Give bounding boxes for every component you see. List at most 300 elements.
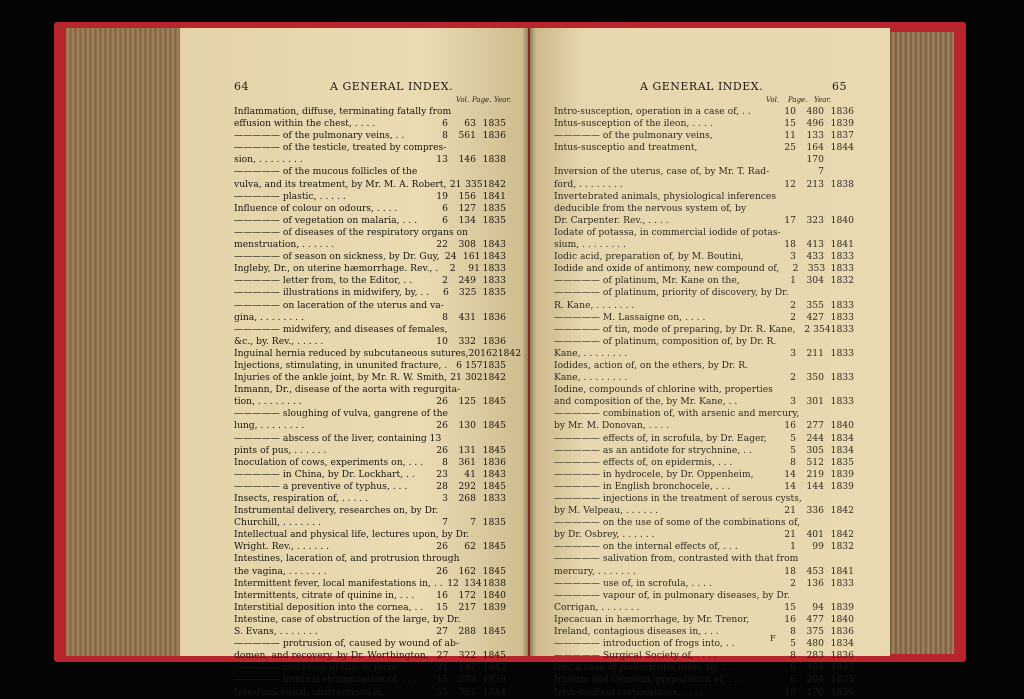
index-entry <box>234 553 506 565</box>
signature-mark: F <box>770 634 776 643</box>
entry-page: 268 <box>458 493 476 504</box>
entry-volume: 16 <box>784 420 796 432</box>
index-entry <box>554 191 854 203</box>
entry-year <box>833 408 854 420</box>
entry-page: 350 <box>806 372 824 384</box>
entry-text: ————— use of, in scrofula, . . . . <box>554 577 712 589</box>
entry-volume: 27 <box>436 626 448 638</box>
entry-year: 1836 <box>482 456 506 468</box>
entry-text: ————— internal strangulation of, . . . <box>234 674 417 686</box>
entry-volume: 6 <box>790 662 796 674</box>
entry-volume: 2 <box>442 275 448 287</box>
entry-year <box>824 203 854 215</box>
entry-text: Iodides, action of, on the ethers, by Dr. R. <box>554 359 749 371</box>
entry-year: 1833 <box>830 263 854 275</box>
index-entry <box>554 408 854 420</box>
entry-page <box>814 517 833 529</box>
entry-year: 1839 <box>830 118 854 130</box>
entry-year: 1833 <box>830 347 854 359</box>
entry-text: ————— on the internal effects of, . . . <box>554 541 738 553</box>
entry-volume <box>460 553 472 565</box>
entry-page: 305 <box>806 444 824 456</box>
index-entry <box>554 227 854 239</box>
entry-page: 361 <box>458 686 476 698</box>
entry-volume: 3 <box>442 493 448 504</box>
index-entry <box>234 566 506 578</box>
entry-year: 1833 <box>830 323 854 335</box>
entry-text: ford, . . . . . . . . <box>554 178 623 190</box>
entry-volume: 10 <box>784 106 796 117</box>
entry-page: 354 <box>813 323 831 335</box>
entry-page <box>462 142 483 154</box>
entry-volume: 25 <box>436 686 448 698</box>
entry-year: 1842 <box>830 529 854 541</box>
entry-page <box>806 590 829 602</box>
index-entry <box>234 287 506 299</box>
entry-volume: 11 <box>784 130 796 142</box>
entry-volume: 15 <box>436 674 448 686</box>
entry-text: Ireland, contagious diseases in, . . . <box>554 626 719 638</box>
entry-volume: 25 <box>784 142 796 154</box>
entry-year: 1833 <box>830 251 854 263</box>
entry-page: 157 <box>465 359 483 371</box>
entry-page: 131 <box>458 444 476 456</box>
index-entry <box>234 251 506 263</box>
entry-volume <box>776 336 796 348</box>
index-entry <box>234 541 506 553</box>
entry-page: 204 <box>806 674 824 686</box>
right-col-vol: Vol. <box>766 96 780 104</box>
entry-year <box>491 227 506 239</box>
entry-year <box>476 166 506 178</box>
entry-page: 561 <box>458 130 476 142</box>
entry-text: Intus-susception of the ileon, . . . . <box>554 118 713 130</box>
entry-text: ————— of the mucous follicles of the <box>234 166 418 178</box>
entry-text: Injuries of the ankle joint, by Mr. R. W. Smith, <box>234 372 448 384</box>
entry-page <box>796 191 824 203</box>
entry-year: 1835 <box>482 287 507 299</box>
entry-page: 304 <box>806 275 824 287</box>
entry-text: menstruation, . . . . . . <box>234 239 335 251</box>
index-entry <box>554 372 854 384</box>
entry-volume: 20 <box>468 347 481 359</box>
entry-year <box>834 493 854 505</box>
entry-page <box>465 106 485 118</box>
entry-year <box>824 191 854 203</box>
entry-page: 62 <box>464 541 476 553</box>
entry-text: Inmann, Dr., disease of the aorta with regurgita- <box>234 384 461 396</box>
entry-volume: 2 <box>804 323 811 335</box>
index-entry <box>554 517 854 529</box>
entry-year <box>483 142 506 154</box>
entry-page: 161 <box>462 251 481 263</box>
index-entry <box>554 662 854 674</box>
entry-page: 217 <box>458 601 476 613</box>
entry-page: 91 <box>468 263 480 275</box>
entry-year: 1845 <box>482 565 506 577</box>
entry-volume <box>799 408 813 420</box>
entry-year: 1836 <box>482 311 506 323</box>
entry-text: by M. Velpeau, . . . . . . <box>554 505 659 517</box>
entry-volume: 26 <box>436 565 448 577</box>
entry-page: 292 <box>458 480 476 492</box>
index-entry <box>554 529 854 541</box>
entry-page: 325 <box>458 287 477 299</box>
entry-text: Intestinal canal, obstructions in, . . . <box>234 686 403 698</box>
entry-text: Insects, respiration of, . . . . . <box>234 493 369 504</box>
index-entry <box>554 215 854 227</box>
entry-year: 1840 <box>830 613 854 625</box>
entry-page: 99 <box>812 541 824 553</box>
entry-year: 1843 <box>482 468 506 480</box>
entry-year: 1845 <box>482 650 506 662</box>
entry-volume <box>798 553 812 565</box>
entry-year: 1845 <box>482 444 506 456</box>
entry-page <box>458 433 481 445</box>
entry-text: by Dr. Osbrey, . . . . . . <box>554 529 655 541</box>
entry-year: 1837 <box>830 130 854 142</box>
entry-volume <box>776 203 796 215</box>
entry-page: 172 <box>458 589 476 601</box>
entry-page: 283 <box>806 650 824 662</box>
entry-text: ————— of platinum, composition of, by Dr. R. <box>554 335 777 347</box>
entry-page <box>815 493 834 505</box>
entry-text: ————— protrusion of, caused by wound of ab- <box>234 638 459 650</box>
entry-page <box>796 336 824 348</box>
entry-text: &c., by. Rev., . . . . . <box>234 335 324 347</box>
index-entry <box>554 602 854 614</box>
entry-page <box>796 203 824 215</box>
entry-volume: 3 <box>790 396 796 408</box>
index-entry <box>554 541 854 553</box>
entry-year: 1840 <box>482 589 506 601</box>
entry-year: 1835 <box>830 662 854 674</box>
entry-page: 355 <box>806 299 824 311</box>
entry-text: ————— sloughing of vulva, gangrene of the <box>234 408 448 420</box>
entry-text: ————— in hydrocele, by Dr. Oppenheim, <box>554 468 754 480</box>
entry-volume: 8 <box>442 456 448 468</box>
entry-text: Iodine, compounds of chlorine with, properties <box>554 384 773 396</box>
entry-page: 453 <box>806 565 824 577</box>
entry-volume: 21 <box>449 178 462 190</box>
entry-volume: 6 <box>790 674 796 686</box>
entry-volume: 2 <box>449 263 456 275</box>
index-entry <box>234 324 506 336</box>
index-entry <box>234 481 506 493</box>
entry-volume <box>448 408 463 420</box>
entry-text: ————— effects of, in scrofula, by Dr. Eager, <box>554 432 767 444</box>
entry-volume: 26 <box>436 541 448 553</box>
entry-year: 1843 <box>482 239 506 251</box>
entry-volume <box>800 517 814 529</box>
entry-year: 1836 <box>830 106 854 117</box>
entry-volume <box>790 590 806 602</box>
index-entry <box>554 396 854 408</box>
entry-text: Ipecacuan in hæmorrhage, by Mr. Trenor, <box>554 613 750 625</box>
index-entry <box>234 445 506 457</box>
entry-year <box>480 505 506 517</box>
entry-page <box>479 529 492 541</box>
entry-volume <box>776 360 796 372</box>
index-entry <box>554 287 854 299</box>
index-entry <box>554 493 854 505</box>
entry-year: 1833 <box>830 396 854 408</box>
entry-volume: 15 <box>436 601 448 613</box>
entry-text: Iodide and oxide of antimony, new compound of, <box>554 263 780 275</box>
index-entry <box>234 614 506 626</box>
index-entry <box>234 420 506 432</box>
entry-page: 146 <box>458 154 476 166</box>
index-entry <box>554 312 854 324</box>
entry-page: 477 <box>806 613 824 625</box>
index-entry <box>234 372 506 384</box>
entry-text: ————— of the pulmonary veins, . . <box>234 130 405 142</box>
entry-text: ————— plastic, . . . . . <box>234 190 346 202</box>
index-entry <box>554 179 854 191</box>
entry-page: 361 <box>458 456 476 468</box>
page-edges-right <box>886 32 954 654</box>
index-entry <box>234 239 506 251</box>
entry-text: ————— condition of the, in fever, . . <box>234 662 412 674</box>
entry-text: ————— of diseases of the respiratory organs on <box>234 226 469 238</box>
entry-page: 134 <box>458 214 476 226</box>
entry-volume: 3 <box>790 251 796 263</box>
index-entry <box>234 505 506 517</box>
entry-year <box>824 166 854 178</box>
entry-year: 1840 <box>830 214 854 226</box>
entry-text: tion, . . . . . . . . <box>234 396 302 408</box>
entry-year <box>833 517 854 529</box>
entry-page <box>456 505 480 517</box>
entry-volume: 10 <box>436 335 448 347</box>
index-entry <box>234 227 506 239</box>
entry-page: 134 <box>464 577 482 589</box>
entry-volume: 28 <box>436 480 448 492</box>
entry-year: 1834 <box>830 638 854 650</box>
entry-page: 7 <box>818 166 824 178</box>
index-entry <box>234 312 506 324</box>
entry-text: ————— of the pulmonary veins, <box>554 130 713 142</box>
index-entry <box>234 166 506 178</box>
index-entry <box>554 505 854 517</box>
entry-page: 162 <box>458 565 476 577</box>
entry-page: 480 <box>806 106 824 117</box>
index-entry <box>234 396 506 408</box>
entry-year <box>488 638 506 650</box>
entry-volume: 1 <box>790 541 796 553</box>
entry-text: ————— in English bronchocele, . . . <box>554 480 731 492</box>
entry-year: 1843 <box>482 251 506 263</box>
entry-text: Instrumental delivery, researches on, by Dr. <box>234 505 439 517</box>
entry-volume <box>788 287 805 299</box>
book-gutter <box>522 28 536 656</box>
index-entry <box>554 457 854 469</box>
entry-volume: 8 <box>790 626 796 638</box>
entry-volume <box>776 191 796 203</box>
entry-text: Intestine, case of obstruction of the large, by Dr. <box>234 613 461 625</box>
entry-page: 213 <box>806 178 824 190</box>
entry-volume: 21 <box>784 505 796 517</box>
entry-year <box>488 384 506 396</box>
entry-year <box>829 590 854 602</box>
entry-volume: 16 <box>784 613 796 625</box>
entry-year: 1845 <box>482 420 506 432</box>
entry-text: ————— of tin, mode of preparing, by Dr. R. Kane, <box>554 323 796 335</box>
entry-page: 94 <box>812 601 824 613</box>
right-running-head: A GENERAL INDEX. <box>640 80 764 93</box>
entry-page <box>460 300 482 312</box>
entry-year <box>492 529 506 541</box>
index-entry <box>554 590 854 602</box>
entry-year: 1842 <box>482 372 506 384</box>
entry-volume: 5 <box>790 444 796 456</box>
entry-text: ————— on laceration of the uterus and va- <box>234 299 444 311</box>
entry-volume: 6 <box>442 202 448 214</box>
entry-volume: 8 <box>442 130 448 142</box>
entry-volume: 21 <box>450 372 462 384</box>
entry-page: 323 <box>806 214 824 226</box>
entry-page: 170 <box>806 686 824 698</box>
entry-year: 1840 <box>830 420 854 432</box>
entry-page: 63 <box>464 118 476 130</box>
entry-page: 130 <box>458 420 476 432</box>
index-entry <box>554 263 854 275</box>
entry-text: Intro-susception, operation in a case of, . . <box>554 106 751 117</box>
index-entry <box>554 687 854 699</box>
left-index-entries <box>234 106 522 699</box>
entry-year: 1833 <box>482 263 506 275</box>
entry-volume <box>460 384 472 396</box>
entry-page: 127 <box>458 202 476 214</box>
entry-volume: 17 <box>784 214 796 226</box>
entry-year: 1841 <box>482 190 506 202</box>
entry-page: 302 <box>465 372 483 384</box>
entry-year: 1833 <box>830 372 854 384</box>
entry-volume <box>451 106 465 118</box>
entry-volume <box>444 300 460 312</box>
entry-page: 136 <box>806 577 824 589</box>
entry-page: 293 <box>458 674 476 686</box>
entry-text: Inflammation, diffuse, terminating fatally from <box>234 106 452 117</box>
entry-volume: 6 <box>442 118 448 130</box>
index-entry <box>234 360 506 372</box>
entry-page: 332 <box>458 335 476 347</box>
entry-page: 375 <box>806 626 824 638</box>
entry-page: 353 <box>807 263 826 275</box>
entry-year: 1835 <box>482 118 506 130</box>
entry-page: 484 <box>806 662 824 674</box>
entry-text: Interstitial deposition into the cornea, . . <box>234 601 424 613</box>
left-col-vol: Vol. <box>456 96 470 104</box>
entry-volume: 15 <box>784 118 796 130</box>
entry-volume <box>446 142 461 154</box>
entry-page: 336 <box>806 505 824 517</box>
index-entry <box>554 118 854 130</box>
entry-volume <box>776 166 796 178</box>
entry-year: 1842 <box>497 347 522 359</box>
index-entry <box>554 360 854 372</box>
entry-text: Intermittents, citrate of quinine in, . . . <box>234 589 415 601</box>
entry-text: Injections, stimulating, in ununited fracture, . <box>234 359 448 371</box>
entry-year <box>824 384 854 396</box>
entry-year: 1842 <box>830 505 854 517</box>
index-entry <box>554 336 854 348</box>
entry-page <box>471 553 488 565</box>
entry-year: 1839 <box>482 674 506 686</box>
index-entry <box>234 687 506 699</box>
page-edges-left <box>66 28 184 656</box>
left-page-number: 64 <box>234 80 249 93</box>
entry-year <box>824 336 854 348</box>
index-entry <box>554 420 854 432</box>
entry-volume <box>776 384 796 396</box>
entry-page: 156 <box>458 190 476 202</box>
index-entry <box>234 130 506 142</box>
entry-text: Intermittent fever, local manifestations in, . . <box>234 577 443 589</box>
index-entry <box>234 191 506 203</box>
entry-volume: 2 <box>792 263 799 275</box>
index-entry <box>234 384 506 396</box>
entry-year: 1836 <box>482 130 506 142</box>
entry-page: 308 <box>458 239 476 251</box>
entry-volume: 21 <box>436 662 448 674</box>
entry-volume: 6 <box>443 287 449 299</box>
entry-text: Kane, . . . . . . . . <box>554 347 628 359</box>
entry-text: mercury, . . . . . . . <box>554 565 636 577</box>
index-entry <box>234 578 506 590</box>
entry-volume: 2 <box>790 299 796 311</box>
entry-page <box>478 227 492 239</box>
entry-text: S. Evans, . . . . . . . <box>234 626 318 638</box>
entry-year: 1845 <box>482 541 506 553</box>
entry-year <box>826 227 854 239</box>
entry-text: sium, . . . . . . . . <box>554 239 626 251</box>
entry-text: Intestines, laceration of, and protrusion through <box>234 553 460 565</box>
entry-volume: 8 <box>790 650 796 662</box>
entry-page: 335 <box>465 178 483 190</box>
entry-text: ————— of the testicle, treated by compres- <box>234 142 447 154</box>
entry-volume: 24 <box>444 251 457 263</box>
entry-year: 1834 <box>830 432 854 444</box>
entry-volume <box>448 324 463 336</box>
entry-year: 1835 <box>482 517 506 529</box>
left-col-year: Year. <box>494 96 512 104</box>
entry-page: 413 <box>806 239 824 251</box>
entry-volume <box>781 227 800 239</box>
entry-page: 277 <box>806 420 824 432</box>
entry-text: by Mr. M. Donovan, . . . . <box>554 420 670 432</box>
entry-year <box>481 433 506 445</box>
entry-year: 1839 <box>830 468 854 480</box>
entry-year: 1841 <box>830 565 854 577</box>
entry-text: pints of pus, . . . . . . <box>234 444 327 456</box>
entry-year: 1835 <box>482 359 506 371</box>
entry-text: ————— a preventive of typhus, . . . <box>234 480 408 492</box>
entry-text: ————— Surgical Society of, . . . . <box>554 650 717 662</box>
entry-text: Influence of colour on odours, . . . . <box>234 202 398 214</box>
entry-year: 1833 <box>830 311 854 323</box>
index-entry <box>554 445 854 457</box>
index-entry <box>234 529 506 541</box>
index-entry <box>234 469 506 481</box>
entry-text: ————— of vegetation on malaria, . . . <box>234 214 418 226</box>
entry-page: 219 <box>806 468 824 480</box>
index-entry <box>234 493 506 505</box>
entry-text: ————— of platinum, priority of discovery, by Dr. <box>554 287 789 299</box>
entry-year: 1844 <box>482 686 506 698</box>
index-entry <box>554 481 854 493</box>
index-entry <box>554 166 854 178</box>
